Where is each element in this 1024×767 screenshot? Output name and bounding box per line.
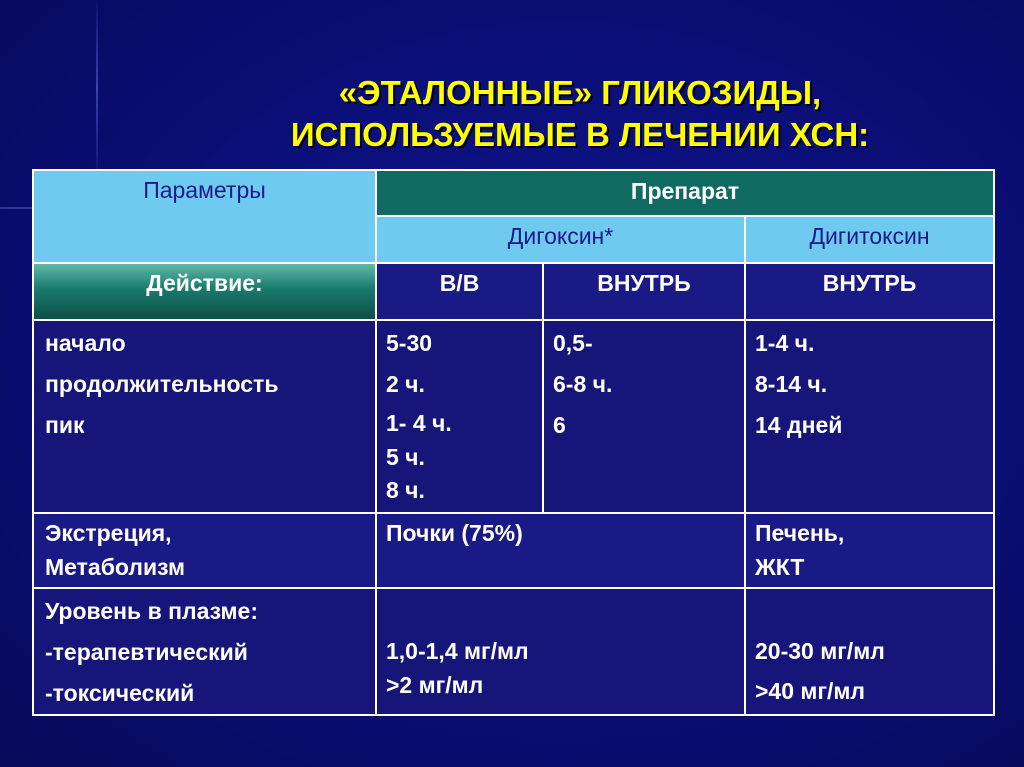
iv-value-4: 5 ч. <box>386 444 425 470</box>
excretion-label-line-1: Экстреция, <box>45 520 172 546</box>
label-onset: начало <box>45 330 126 356</box>
plasma-digitoxin-toxic: >40 мг/мл <box>755 678 866 704</box>
iv-onset: 5-30 <box>386 330 433 356</box>
iv-duration: 2 ч. <box>386 371 425 397</box>
timing-oral-digitoxin-cell <box>745 320 994 513</box>
plasma-digitoxin-therapeutic: 20-30 мг/мл <box>755 638 885 664</box>
slide-title <box>0 72 1024 156</box>
oral-digitoxin-duration: 8-14 ч. <box>755 371 828 397</box>
excretion-label-line-2: Метаболизм <box>45 554 186 580</box>
header-parameters: Параметры <box>33 170 376 263</box>
oral-digitoxin-peak: 14 дней <box>755 412 843 438</box>
timing-labels-cell <box>33 320 376 513</box>
oral-digitoxin-onset: 1-4 ч. <box>755 330 815 356</box>
excretion-digitoxin-line-1: Печень, <box>755 520 845 546</box>
plasma-toxic-label: -токсический <box>45 680 195 706</box>
plasma-label-cell <box>33 588 376 715</box>
iv-value-5: 8 ч. <box>386 477 425 503</box>
action-oral-digoxin: ВНУТРЬ <box>543 263 745 320</box>
glycosides-table <box>32 169 995 716</box>
header-digitoxin: Дигитоксин <box>745 216 994 263</box>
excretion-digitoxin-line-2: ЖКТ <box>755 554 805 580</box>
plasma-therapeutic-label: -терапевтический <box>45 639 248 665</box>
plasma-digoxin-toxic: >2 мг/мл <box>386 672 484 698</box>
plasma-digitoxin-cell <box>745 588 994 715</box>
excretion-digitoxin-cell <box>745 513 994 588</box>
action-label: Действие: <box>33 263 376 320</box>
label-duration: продолжительность <box>45 371 279 397</box>
title-line-2: ИСПОЛЬЗУЕМЫЕ В ЛЕЧЕНИИ ХСН: <box>290 116 870 153</box>
timing-iv-cell <box>376 320 543 513</box>
iv-peak: 1- 4 ч. <box>386 410 452 436</box>
plasma-digoxin-cell <box>376 588 745 715</box>
label-peak: пик <box>45 412 85 438</box>
action-oral-digitoxin: ВНУТРЬ <box>745 263 994 320</box>
action-iv: В/В <box>376 263 543 320</box>
excretion-label-cell <box>33 513 376 588</box>
oral-digoxin-peak: 6 <box>553 412 566 438</box>
plasma-digoxin-therapeutic: 1,0-1,4 мг/мл <box>386 638 529 664</box>
header-digoxin: Дигоксин* <box>376 216 745 263</box>
excretion-digoxin: Почки (75%) <box>386 520 523 546</box>
excretion-digoxin-cell <box>376 513 745 588</box>
oral-digoxin-onset: 0,5- <box>553 330 593 356</box>
title-line-1: «ЭТАЛОННЫЕ» ГЛИКОЗИДЫ, <box>338 74 822 111</box>
timing-oral-digoxin-cell <box>543 320 745 513</box>
plasma-label: Уровень в плазме: <box>45 598 259 624</box>
header-drug: Препарат <box>376 170 994 216</box>
oral-digoxin-duration: 6-8 ч. <box>553 371 613 397</box>
